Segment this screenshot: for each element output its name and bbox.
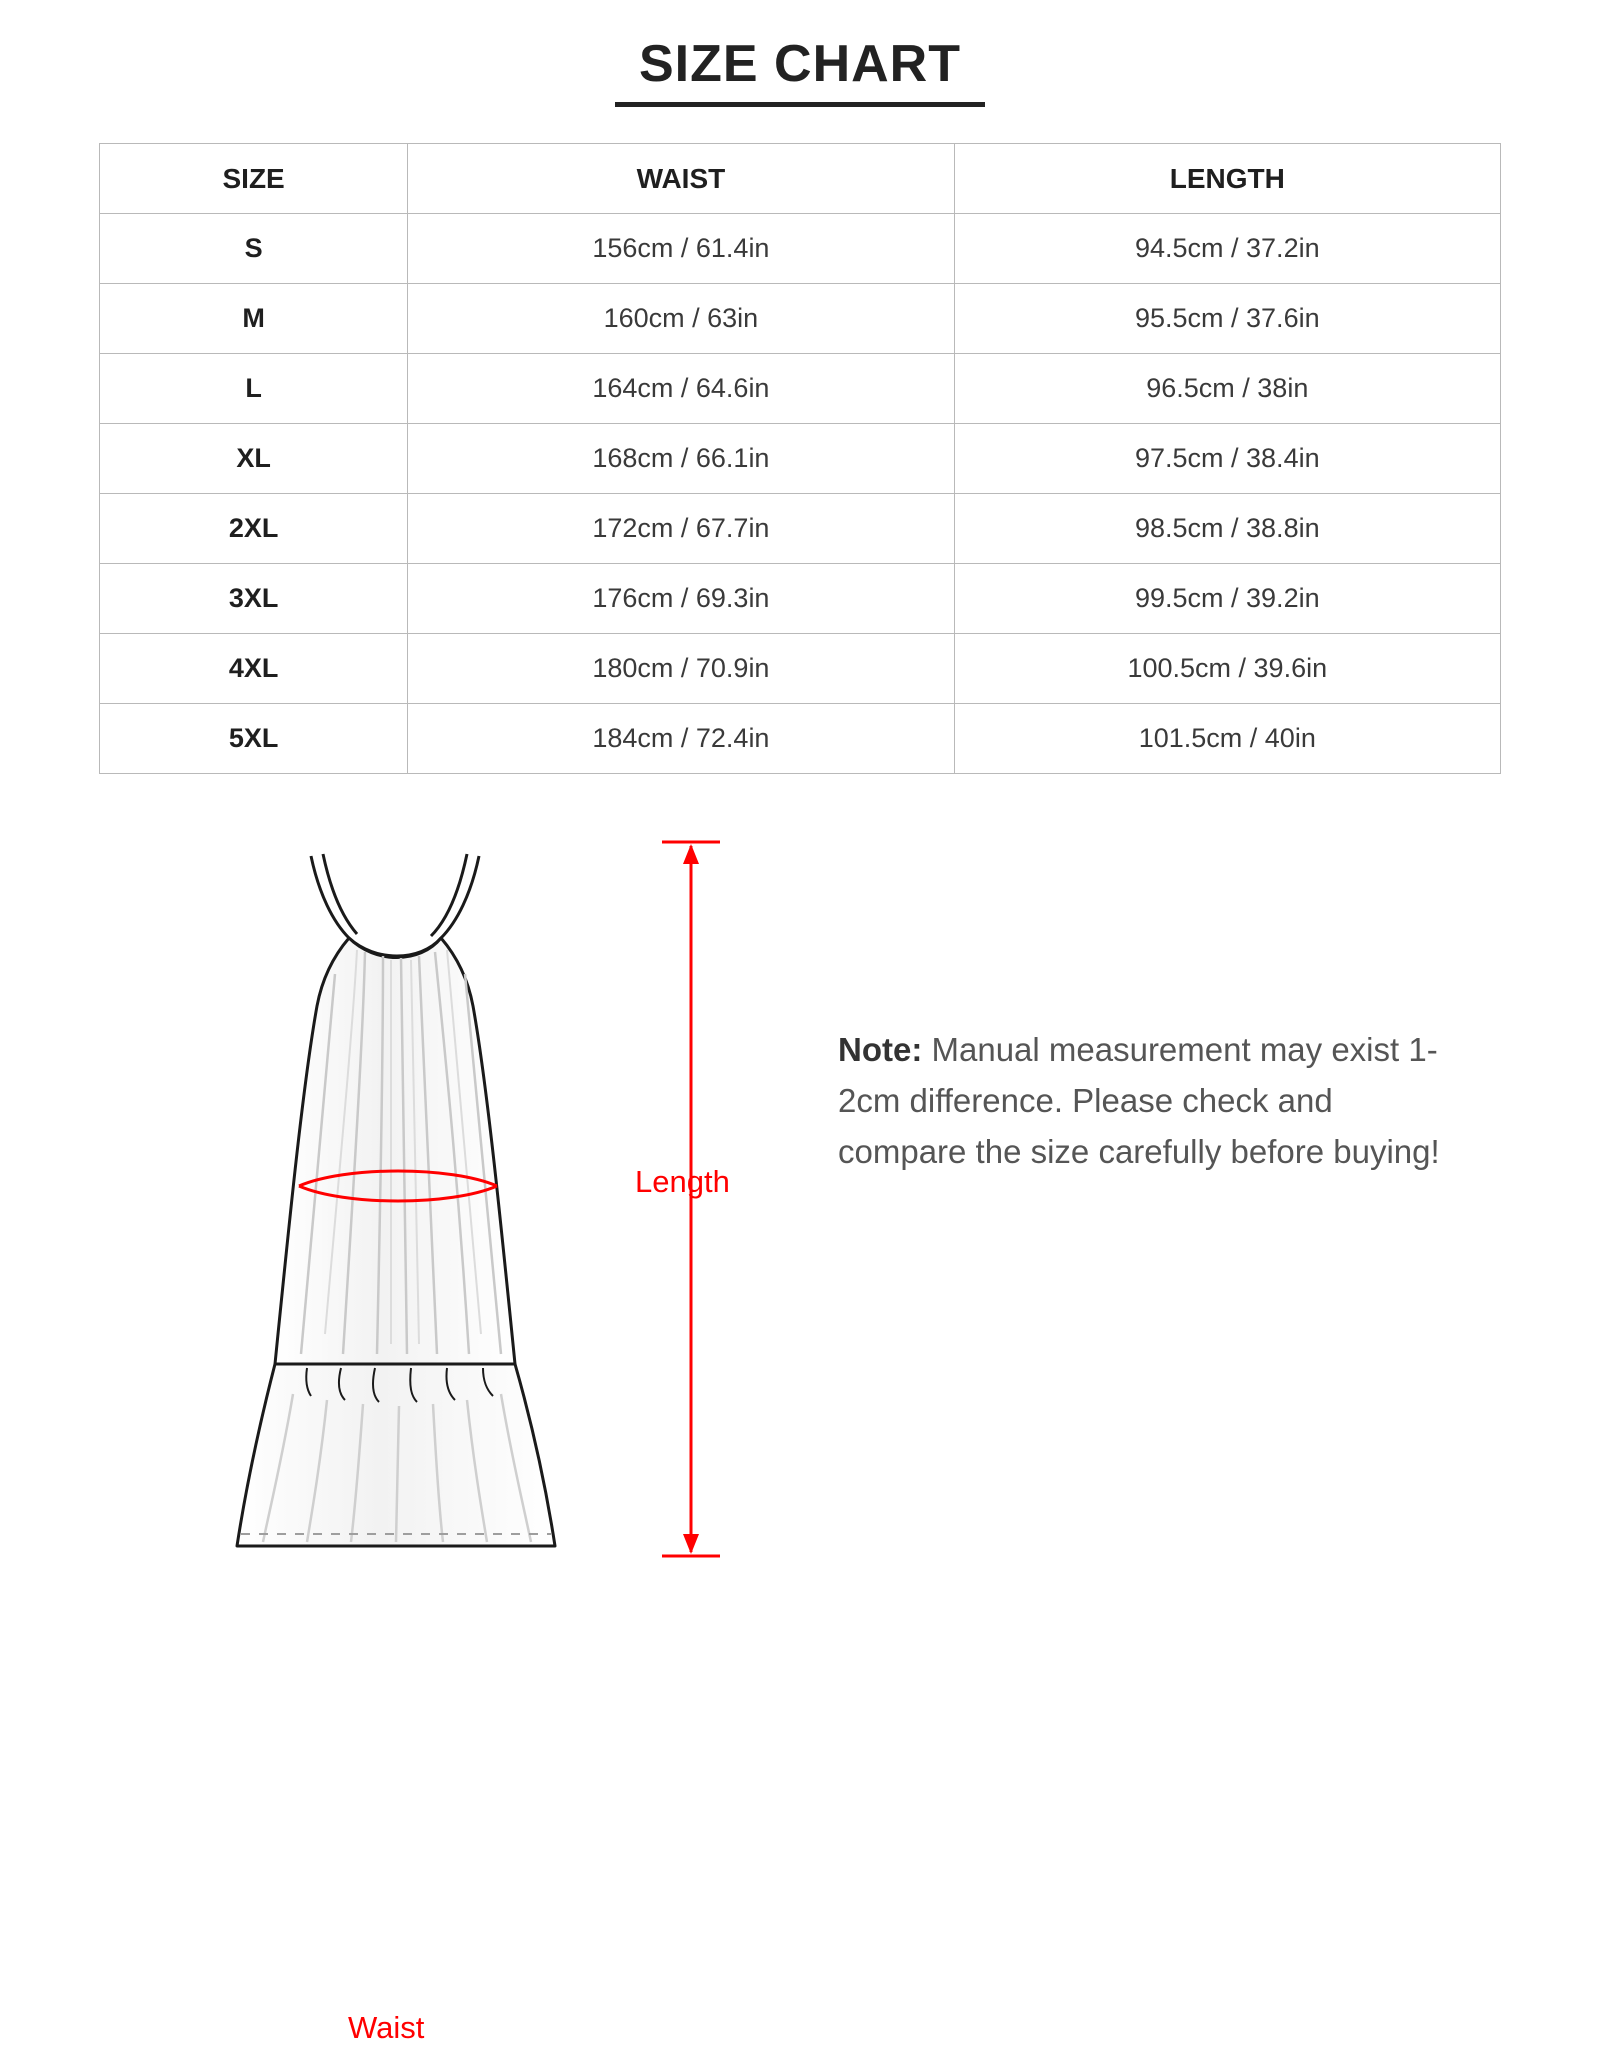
cell-waist: 176cm / 69.3in (408, 564, 954, 634)
cell-length: 99.5cm / 39.2in (954, 564, 1500, 634)
table-row (100, 564, 1501, 634)
note-prefix: Note: (838, 1031, 923, 1068)
cell-size: M (100, 284, 408, 354)
table-row (100, 214, 1501, 284)
cell-size: 2XL (100, 494, 408, 564)
cell-waist: 184cm / 72.4in (408, 704, 954, 774)
cell-waist: 172cm / 67.7in (408, 494, 954, 564)
column-header-waist: WAIST (408, 144, 954, 214)
cell-waist: 160cm / 63in (408, 284, 954, 354)
cell-size: 4XL (100, 634, 408, 704)
cell-size: L (100, 354, 408, 424)
cell-waist: 164cm / 64.6in (408, 354, 954, 424)
cell-length: 101.5cm / 40in (954, 704, 1500, 774)
title-underline (615, 102, 985, 107)
table-row (100, 284, 1501, 354)
table-row (100, 424, 1501, 494)
column-header-size: SIZE (100, 144, 408, 214)
cell-waist: 168cm / 66.1in (408, 424, 954, 494)
column-header-length: LENGTH (954, 144, 1500, 214)
cell-length: 94.5cm / 37.2in (954, 214, 1500, 284)
cell-length: 100.5cm / 39.6in (954, 634, 1500, 704)
dress-illustration (215, 834, 605, 1564)
cell-length: 96.5cm / 38in (954, 354, 1500, 424)
length-measure-label: Length (635, 1164, 730, 1199)
waist-measure-label: Waist (348, 2010, 425, 2045)
cell-size: XL (100, 424, 408, 494)
table-row (100, 704, 1501, 774)
cell-size: S (100, 214, 408, 284)
cell-length: 95.5cm / 37.6in (954, 284, 1500, 354)
table-header-row (100, 144, 1501, 214)
page-title: SIZE CHART (639, 35, 961, 93)
table-row (100, 354, 1501, 424)
table-row (100, 494, 1501, 564)
cell-size: 5XL (100, 704, 408, 774)
cell-length: 97.5cm / 38.4in (954, 424, 1500, 494)
cell-waist: 180cm / 70.9in (408, 634, 954, 704)
cell-size: 3XL (100, 564, 408, 634)
table-row (100, 634, 1501, 704)
measurement-diagram-section (0, 834, 1600, 2045)
size-table-wrapper (99, 143, 1501, 774)
cell-length: 98.5cm / 38.8in (954, 494, 1500, 564)
cell-waist: 156cm / 61.4in (408, 214, 954, 284)
size-table (99, 143, 1501, 774)
note-body: Manual measurement may exist 1-2cm difference. Please check and compare the size carefully before buying! (838, 1031, 1440, 1171)
note-text (838, 1024, 1458, 1177)
